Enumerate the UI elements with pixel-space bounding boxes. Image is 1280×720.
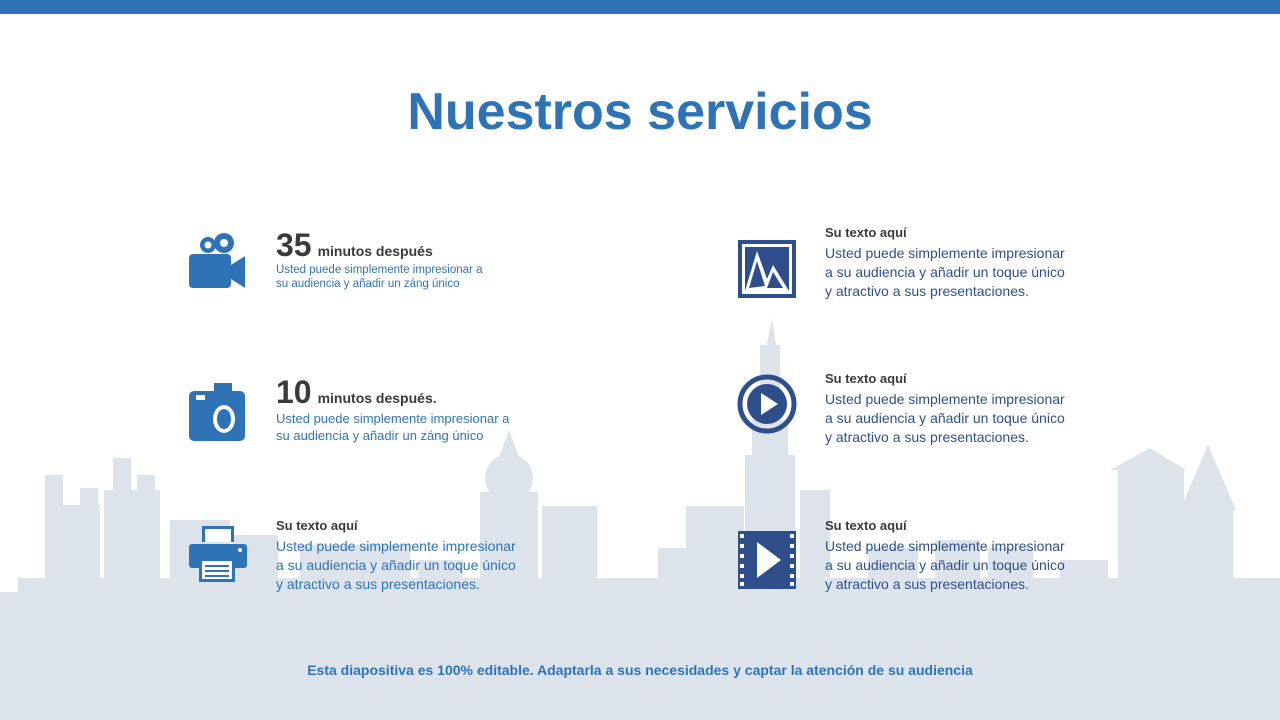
service-item-5 [825,371,1065,447]
service-4-line-2: a su audiencia y añadir un toque único [825,264,1065,280]
service-4-line-1: Usted puede simplemente impresionar [825,245,1065,261]
video-camera-icon [187,232,247,292]
service-3-heading: Su texto aquí [276,518,358,533]
service-2-number: 10 [276,374,312,410]
service-6-line-2: a su audiencia y añadir un toque único [825,557,1065,573]
service-5-line-1: Usted puede simplemente impresionar [825,391,1065,407]
service-item-4 [825,225,1065,301]
image-icon [737,239,797,299]
service-5-heading: Su texto aquí [825,371,907,386]
slide-title: Nuestros servicios [407,83,873,141]
service-3-line-2: a su audiencia y añadir un toque único [276,557,516,573]
service-3-line-1: Usted puede simplemente impresionar [276,538,516,554]
service-item-1 [276,229,482,291]
photo-camera-icon [187,381,247,441]
service-4-line-3: y atractivo a sus presentaciones. [825,283,1029,299]
service-item-6 [825,518,1065,594]
service-2-text-line-1: Usted puede simplemente impresionar a [276,411,510,426]
service-4-heading: Su texto aquí [825,225,907,240]
service-6-line-1: Usted puede simplemente impresionar [825,538,1065,554]
service-1-text-line-2: su audiencia y añadir un záng único [276,278,460,290]
service-item-3 [276,518,516,594]
film-play-icon [737,530,797,590]
service-2-text-line-2: su audiencia y añadir un záng único [276,428,484,443]
service-3-line-3: y atractivo a sus presentaciones. [276,576,480,592]
printer-icon [187,524,247,584]
service-1-text-line-1: Usted puede simplemente impresionar a [276,264,483,276]
service-5-line-2: a su audiencia y añadir un toque único [825,410,1065,426]
service-1-label: minutos después [317,243,433,259]
slide-footer: Esta diapositiva es 100% editable. Adaptarla a sus necesidades y captar la atención de su audiencia [307,662,973,678]
service-6-line-3: y atractivo a sus presentaciones. [825,576,1029,592]
service-1-number: 35 [276,227,312,263]
service-6-heading: Su texto aquí [825,518,907,533]
service-5-line-3: y atractivo a sus presentaciones. [825,429,1029,445]
service-2-label: minutos después. [317,390,437,406]
service-item-2 [276,376,509,444]
play-circle-icon [737,374,797,434]
